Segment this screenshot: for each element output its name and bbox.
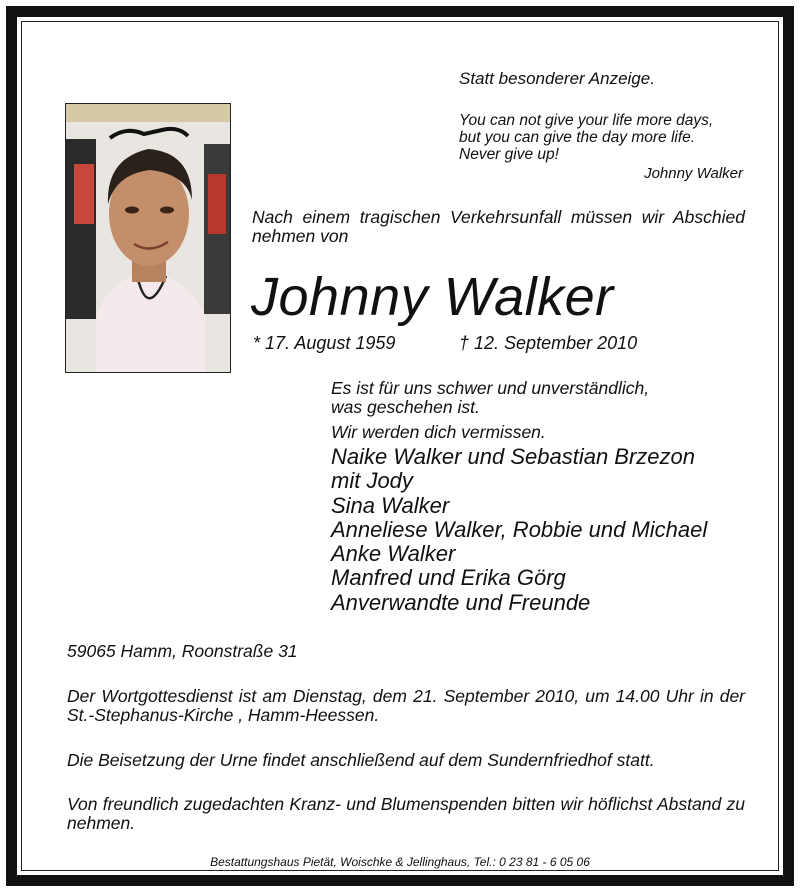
- quote-line: You can not give your life more days,: [459, 112, 714, 129]
- quote-line: but you can give the day more life.: [459, 129, 696, 146]
- miss-line: Wir werden dich vermissen.: [331, 422, 546, 442]
- portrait-photo: [65, 103, 231, 373]
- condolence-message: [331, 379, 649, 417]
- statt-label: Statt besonderer Anzeige.: [459, 69, 655, 88]
- birth-date: * 17. August 1959: [253, 333, 396, 353]
- service-info: Der Wortgottesdienst ist am Dienstag, dem 21. September 2010, um 14.00 Uhr in der St.-Stephanus-Kirche , Hamm-Heessen.: [67, 686, 745, 725]
- message-line: Es ist für uns schwer und unverständlich,: [331, 378, 650, 398]
- mourner-entry: Manfred und Erika Görg: [331, 565, 566, 591]
- notice-page: [17, 17, 783, 875]
- family-address: 59065 Hamm, Roonstraße 31: [67, 641, 298, 661]
- intro-text: Nach einem tragischen Verkehrsunfall müssen wir Abschied nehmen von: [252, 207, 745, 246]
- mourner-entry: mit Jody: [331, 468, 413, 494]
- mourner-entry: Anneliese Walker, Robbie und Michael: [331, 516, 708, 542]
- death-date: † 12. September 2010: [459, 333, 638, 353]
- mourner-entry: Naike Walker und Sebastian Brzezon: [331, 444, 696, 469]
- burial-info: Die Beisetzung der Urne findet anschließend auf dem Sundernfriedhof statt.: [67, 750, 655, 770]
- quote-line: Never give up!: [459, 146, 559, 163]
- flowers-request: Von freundlich zugedachten Kranz- und Blumenspenden bitten wir höflichst Abstand zu nehmen.: [67, 794, 745, 833]
- funeral-home-footer: Bestattungshaus Pietät, Woischke & Jellinghaus, Tel.: 0 23 81 - 6 05 06: [210, 855, 590, 869]
- quote-author: Johnny Walker: [644, 165, 743, 182]
- deceased-name: Johnny Walker: [251, 267, 614, 327]
- outer-border: [6, 6, 794, 886]
- message-line: was geschehen ist.: [331, 397, 480, 417]
- mourner-entry: Sina Walker: [331, 492, 450, 518]
- quote: [459, 112, 713, 163]
- mourner-entry: Anverwandte und Freunde: [331, 589, 591, 615]
- mourners-list: [331, 445, 707, 615]
- mourner-entry: Anke Walker: [331, 541, 456, 567]
